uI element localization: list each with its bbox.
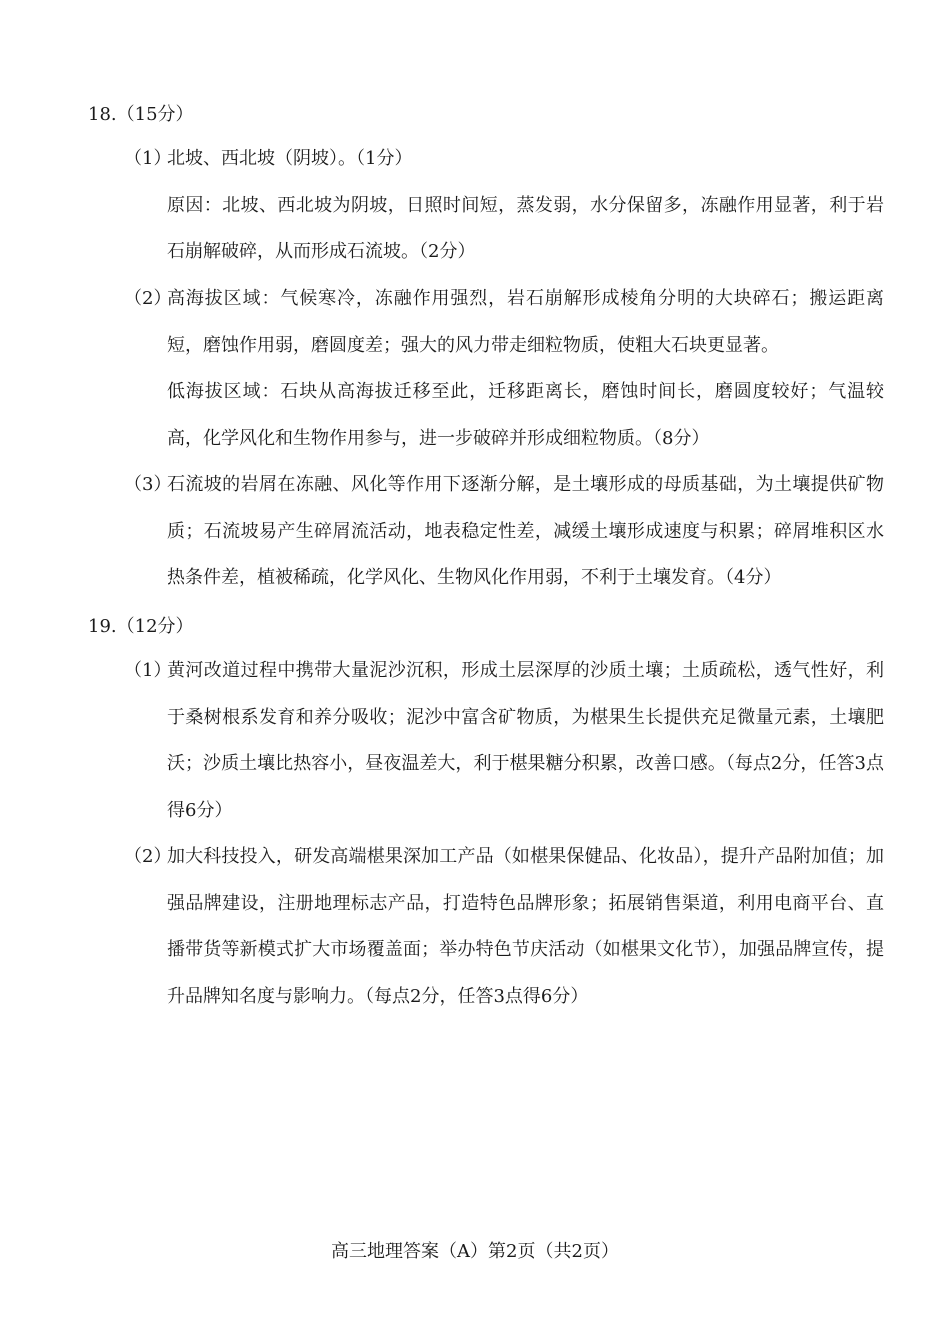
q19-part-2	[124, 834, 884, 1020]
q18-part-1-answer: 北坡、西北坡（阴坡）。（1分）	[167, 148, 413, 169]
q19-part-1-number: （1）	[124, 660, 172, 681]
q19-part-2-text: 加大科技投入，研发高端椹果深加工产品（如椹果保健品、化妆品），提升产品附加值；加强品牌建设，注册地理标志产品，打造特色品牌形象；拓展销售渠道，利用电商平台、直播带货等新模式扩大市场覆盖面；举办特色节庆活动（如椹果文化节），加强品牌宣传，提升品牌知名度与影响力。（每点2分，任答3点得6分）	[167, 846, 884, 1007]
q18-part-1	[124, 136, 884, 276]
q19-part-1	[124, 648, 884, 834]
q18-part-2	[124, 276, 884, 462]
q18-part-3	[124, 462, 884, 602]
question-19-heading: 19.（12分）	[88, 616, 194, 637]
q18-part-2-low-altitude: 低海拔区域：石块从高海拔迁移至此，迁移距离长，磨蚀时间长，磨圆度较好；气温较高，化学风化和生物作用参与，进一步破碎并形成细粒物质。（8分）	[167, 381, 884, 449]
q19-part-2-number: （2）	[124, 846, 172, 867]
q18-part-3-text: 石流坡的岩屑在冻融、风化等作用下逐渐分解，是土壤形成的母质基础，为土壤提供矿物质；石流坡易产生碎屑流活动，地表稳定性差，减缓土壤形成速度与积累；碎屑堆积区水热条件差，植被稀疏，化学风化、生物风化作用弱，不利于土壤发育。（4分）	[167, 474, 884, 588]
q18-part-2-high-altitude: 高海拔区域：气候寒冷，冻融作用强烈，岩石崩解形成棱角分明的大块碎石；搬运距离短，磨蚀作用弱，磨圆度差；强大的风力带走细粒物质，使粗大石块更显著。	[167, 288, 884, 356]
q18-part-3-number: （3）	[124, 474, 172, 495]
q19-part-1-text: 黄河改道过程中携带大量泥沙沉积，形成土层深厚的沙质土壤；土质疏松，透气性好，利于桑树根系发育和养分吸收；泥沙中富含矿物质，为椹果生长提供充足微量元素，土壤肥沃；沙质土壤比热容小，昼夜温差大，利于椹果糖分积累，改善口感。（每点2分，任答3点得6分）	[167, 660, 884, 821]
q18-part-1-number: （1）	[124, 148, 172, 169]
question-18-heading: 18.（15分）	[88, 104, 194, 125]
page-footer: 高三地理答案（A）第2页（共2页）	[331, 1241, 619, 1262]
q18-part-2-number: （2）	[124, 288, 172, 309]
q18-part-1-reason: 原因：北坡、西北坡为阴坡，日照时间短，蒸发弱，水分保留多，冻融作用显著，利于岩石崩解破碎，从而形成石流坡。（2分）	[167, 194, 884, 262]
